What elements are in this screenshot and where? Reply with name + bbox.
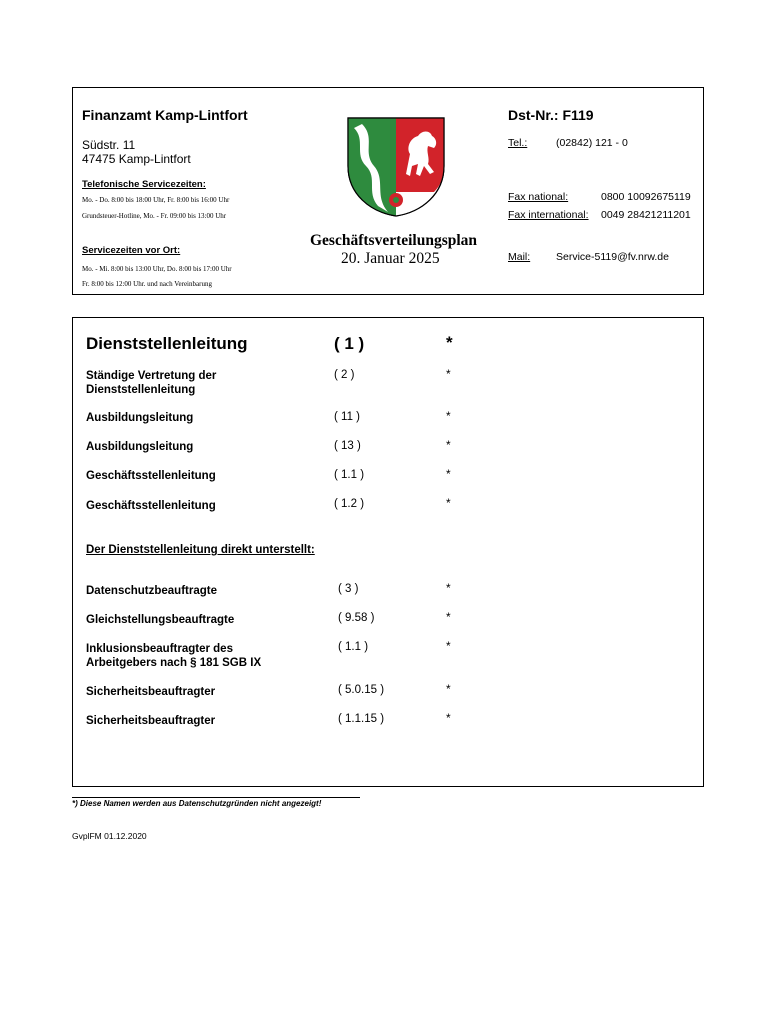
row-number: ( 1.1 ) <box>338 641 369 653</box>
row-label-line-1: Ständige Vertretung der <box>86 370 217 382</box>
row-star: * <box>446 438 451 452</box>
head-star: * <box>446 333 453 352</box>
street: Südstr. 11 <box>82 138 136 152</box>
mail-label: Mail: <box>508 251 531 263</box>
section-heading: Der Dienststellenleitung direkt unterstellt: <box>86 544 315 556</box>
row-datenschutz: Datenschutzbeauftragte <box>86 585 217 597</box>
city: 47475 Kamp-Lintfort <box>82 152 191 166</box>
fax-international-value: 0049 28421211201 <box>601 209 691 221</box>
fax-international-label: Fax international: <box>508 209 589 221</box>
phone-label: Tel.: <box>508 137 528 149</box>
row-star: * <box>446 682 451 696</box>
row-star: * <box>446 367 451 381</box>
head-number: ( 1 ) <box>334 334 365 353</box>
row-standige-vertretung <box>86 369 216 397</box>
row-geschaeftsstellenleitung-2: Geschäftsstellenleitung <box>86 500 216 512</box>
row-inklusion <box>86 642 261 670</box>
dst-nr: Dst-Nr.: F119 <box>508 107 594 123</box>
onsite-heading: Servicezeiten vor Ort: <box>82 245 181 256</box>
row-sicherheit-1: Sicherheitsbeauftragter <box>86 686 216 698</box>
row-star: * <box>446 610 451 624</box>
row-number: ( 1.1.15 ) <box>338 713 385 725</box>
doc-date: 20. Januar 2025 <box>341 250 440 267</box>
footnote: *) Diese Namen werden aus Datenschutzgründen nicht angezeigt! <box>72 799 322 808</box>
fax-national-value: 0800 10092675119 <box>601 191 691 203</box>
row-number: ( 2 ) <box>334 369 355 381</box>
phone-value: (02842) 121 - 0 <box>556 137 628 149</box>
onsite-hours-1: Mo. - Mi. 8:00 bis 13:00 Uhr, Do. 8:00 bis 17:00 Uhr <box>82 265 232 273</box>
row-number: ( 9.58 ) <box>338 612 375 624</box>
row-label-line-1: Inklusionsbeauftragter des <box>86 643 233 655</box>
row-star: * <box>446 711 451 725</box>
head-label: Dienststellenleitung <box>86 334 248 353</box>
row-star: * <box>446 496 451 510</box>
form-code: GvplFM 01.12.2020 <box>72 831 147 841</box>
row-ausbildungsleitung-2: Ausbildungsleitung <box>86 441 194 453</box>
row-number: ( 5.0.15 ) <box>338 684 385 696</box>
row-label-line-2: Dienststellenleitung <box>86 384 196 396</box>
row-ausbildungsleitung-1: Ausbildungsleitung <box>86 412 194 424</box>
footnote-rule <box>72 797 360 798</box>
row-star: * <box>446 409 451 423</box>
fax-national-label: Fax national: <box>508 191 569 203</box>
row-star: * <box>446 467 451 481</box>
row-number: ( 3 ) <box>338 583 359 595</box>
row-number: ( 1.1 ) <box>334 469 365 481</box>
doc-title: Geschäftsverteilungsplan <box>310 232 478 249</box>
phone-hours: Mo. - Do. 8:00 bis 18:00 Uhr, Fr. 8:00 bis 16:00 Uhr <box>82 196 230 204</box>
row-star: * <box>446 639 451 653</box>
office-name: Finanzamt Kamp-Lintfort <box>82 107 248 123</box>
row-number: ( 11 ) <box>334 411 360 423</box>
onsite-hours-2: Fr. 8:00 bis 12:00 Uhr. und nach Vereinbarung <box>82 280 212 288</box>
row-gleichstellung: Gleichstellungsbeauftragte <box>86 614 235 626</box>
mail-address-link[interactable]: Service-5119@fv.nrw.de <box>556 251 669 263</box>
hotline-hours: Grundsteuer-Hotline, Mo. - Fr. 09:00 bis 13:00 Uhr <box>82 212 227 220</box>
row-number: ( 1.2 ) <box>334 498 365 510</box>
row-geschaeftsstellenleitung-1: Geschäftsstellenleitung <box>86 470 216 482</box>
row-sicherheit-2: Sicherheitsbeauftragter <box>86 715 216 727</box>
row-star: * <box>446 581 451 595</box>
phone-service-heading: Telefonische Servicezeiten: <box>82 179 206 190</box>
row-label-line-2: Arbeitgebers nach § 181 SGB IX <box>86 657 262 669</box>
row-number: ( 13 ) <box>334 440 361 452</box>
coat-of-arms-icon <box>344 114 448 218</box>
mail-value[interactable] <box>556 251 669 263</box>
